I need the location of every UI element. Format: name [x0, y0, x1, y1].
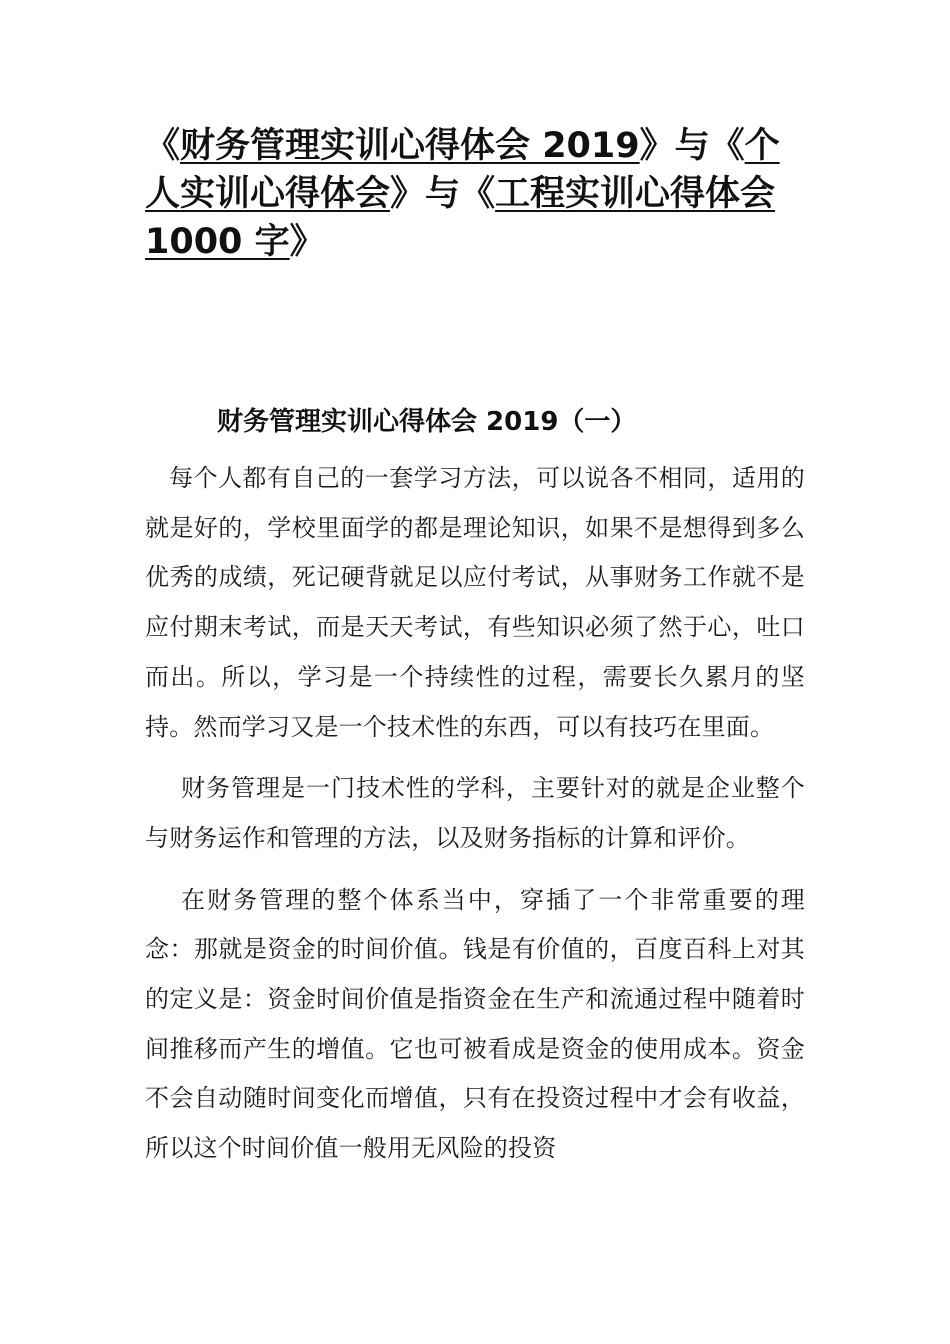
title-link-engineering-training[interactable]: 工程实训心得体会 1000 字 — [145, 174, 776, 262]
title-connector-2: 》与《 — [390, 174, 496, 214]
title-bracket-close: 》 — [289, 222, 325, 262]
document-page — [145, 122, 805, 1174]
paragraph-2: 财务管理是一门技术性的学科，主要针对的就是企业整个与财务运作和管理的方法，以及财务指标的计算和评价。 — [145, 774, 805, 852]
title-link-financial-training[interactable]: 财务管理实训心得体会 2019 — [180, 126, 640, 166]
paragraph-3: 在财务管理的整个体系当中，穿插了一个非常重要的理念：那就是资金的时间价值。钱是有价值的，百度百科上对其的定义是：资金时间价值是指资金在生产和流通过程中随着时间推移而产生的增值。它也可被看成是资金的使用成本。资金不会自动随时间变化而增值，只有在投资过程中才会有收益，所以这个时间价值一般用无风险的投资 — [145, 885, 805, 1163]
title-connector-1: 》与《 — [639, 126, 745, 166]
section-heading: 财务管理实训心得体会 2019（一） — [217, 407, 637, 437]
paragraph-1: 每个人都有自己的一套学习方法，可以说各不相同，适用的就是好的，学校里面学的都是理论知识，如果不是想得到多么优秀的成绩，死记硬背就足以应付考试，从事财务工作就不是应付期末考试，而是天天考试，有些知识必须了然于心，吐口而出。所以，学习是一个持续性的过程，需要长久累月的坚持。然而学习又是一个技术性的东西，可以有技巧在里面。 — [145, 464, 805, 741]
document-title — [145, 122, 805, 266]
title-bracket-open: 《 — [145, 126, 181, 166]
title-link-personal-training[interactable]: 个人实训心得体会 — [145, 126, 780, 214]
